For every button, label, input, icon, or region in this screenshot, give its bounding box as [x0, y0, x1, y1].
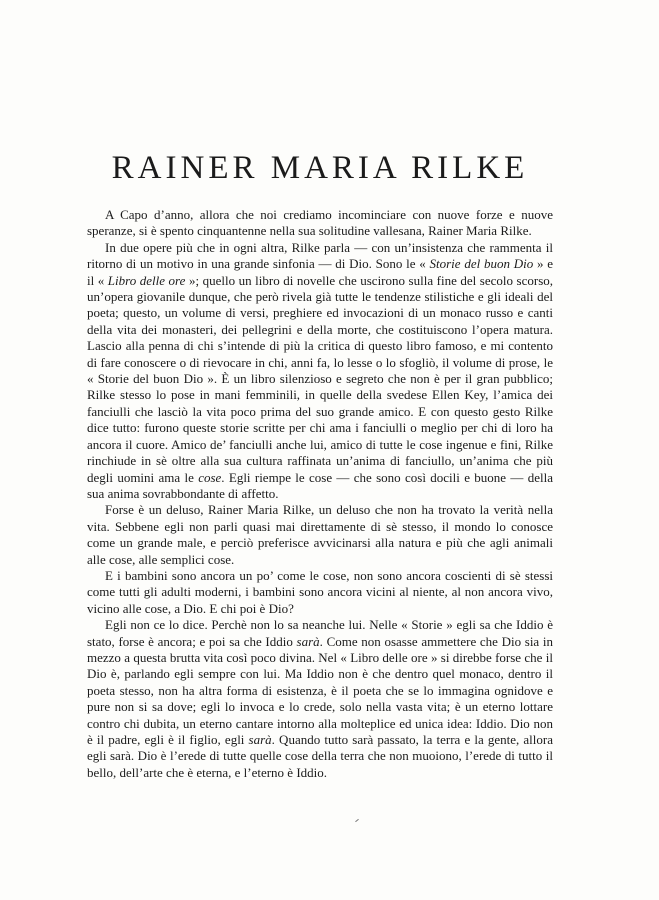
paragraph-text: . Egli riempe le cose — che sono così docili e buone — della sua anima sovrabbondante di affetto. [87, 469, 553, 501]
paragraph-text: E i bambini sono ancora un po’ come le cose, non sono ancora coscienti di sè stessi come tutti gli adulti moderni, i bambini sono ancora vicini al niente, al non ancora vivo, vicino alle cose, a Dio. E chi poi è Dio? [87, 567, 553, 616]
paragraph-text: . Quando tutto sarà passato, la terra e la gente, allora egli sarà. Dio è l’erede di tutte quelle cose della terra che non muoiono, l’erede di tutto il bello, dell’arte che è eterna, e l’eterno è Iddio. [87, 732, 553, 780]
paragraph-3 [87, 502, 553, 568]
article-title: RAINER MARIA RILKE [111, 150, 529, 186]
emphasis-italic: sarà [248, 732, 272, 747]
book-title-italic: Storie del buon Dio [429, 256, 534, 272]
paragraph-2 [87, 240, 553, 503]
paragraph-5 [87, 617, 553, 781]
page-body [87, 152, 553, 781]
paragraph-1 [87, 207, 553, 240]
paragraph-text: Egli non ce lo dice. Perchè non lo sa neanche lui. Nelle « Storie » egli sa che Iddio è stato, forse è ancora; e poi sa che Iddio [87, 617, 553, 649]
book-title-italic: Libro delle ore [107, 272, 186, 288]
ink-speck [355, 819, 359, 822]
article-text [87, 207, 553, 781]
paragraph-text: »; quello un libro di novelle che uscirono sulla fine del secolo scorso, un’opera giovanile dunque, che però rivela già tutte le tendenze stilistiche e gli ideali del poeta; questo, un volume di versi, preghiere ed invocazioni di un monaco russo e canti della vita dei monasteri, dei pellegrini e della morte, che costituiscono l’opera matura. Lascio alla penna di chi s’intende di più la critica di questo libro famoso, e mi contento di fare conoscere o di rievocare in chi, anni fa, lo lesse o lo sfogliò, il volume di prose, le « Storie del buon Dio ». È un libro silenzioso e segreto che non è per il gran pubblico; Rilke stesso lo pose in mani femminili, in quelle della svedese Ellen Key, l’amica dei fanciulli che lasciò la vita poco prima del suo grande amico. E con questo gesto Rilke dice tutto: furono queste storie scritte per chi ama i fanciulli o meglio per chi di loro ha ancora il cuore. Amico de’ fanciulli anche lui, amico di tutte le cose ingenue e fini, Rilke rinchiude in sè oltre alla sua cultura raffinata un’anima di fanciullo, un’anima che più degli uomini ama le [87, 272, 554, 485]
paragraph-text: » e il « [87, 256, 553, 288]
paragraph-text: . Come non osasse ammettere che Dio sia in mezzo a questa brutta vita così poco divina. Nel « Libro delle ore » si direbbe forse che il Dio è, parlando egli sempre con lui. Ma Iddio non è che dentro quel monaco, dentro il poeta stesso, non ha altra forma di esistenza, è il poeta che se lo immagina ognidove e pure non si sa dove; egli lo invoca e lo crede, solo nella vasta vita; è un eterno lottare contro chi dubita, un eterno cantare intorno alla molteplice ed unica idea: Iddio. Dio non è il padre, egli è il figlio, egli [87, 633, 553, 747]
paragraph-text: In due opere più che in ogni altra, Rilke parla — con un’insistenza che rammenta il ritorno di un motivo in una grande sinfonia — di Dio. Sono le « [87, 239, 553, 272]
paragraph-text: A Capo d’anno, allora che noi crediamo incominciare con nuove forze e nuove speranze, si è spento cinquantenne nella sua solitudine vallesana, Rainer Maria Rilke. [87, 207, 553, 239]
emphasis-italic: cose [198, 469, 222, 485]
paragraph-text: Forse è un deluso, Rainer Maria Rilke, un deluso che non ha trovato la verità nella vita. Sebbene egli non parli quasi mai direttamente di sè stesso, il mondo lo conosce come un grande male, e perciò preferisce avvicinarsi alla natura e più che agli animali alle cose, alle semplici cose. [87, 502, 553, 567]
paragraph-4 [87, 568, 553, 617]
emphasis-italic: sarà [296, 633, 320, 649]
